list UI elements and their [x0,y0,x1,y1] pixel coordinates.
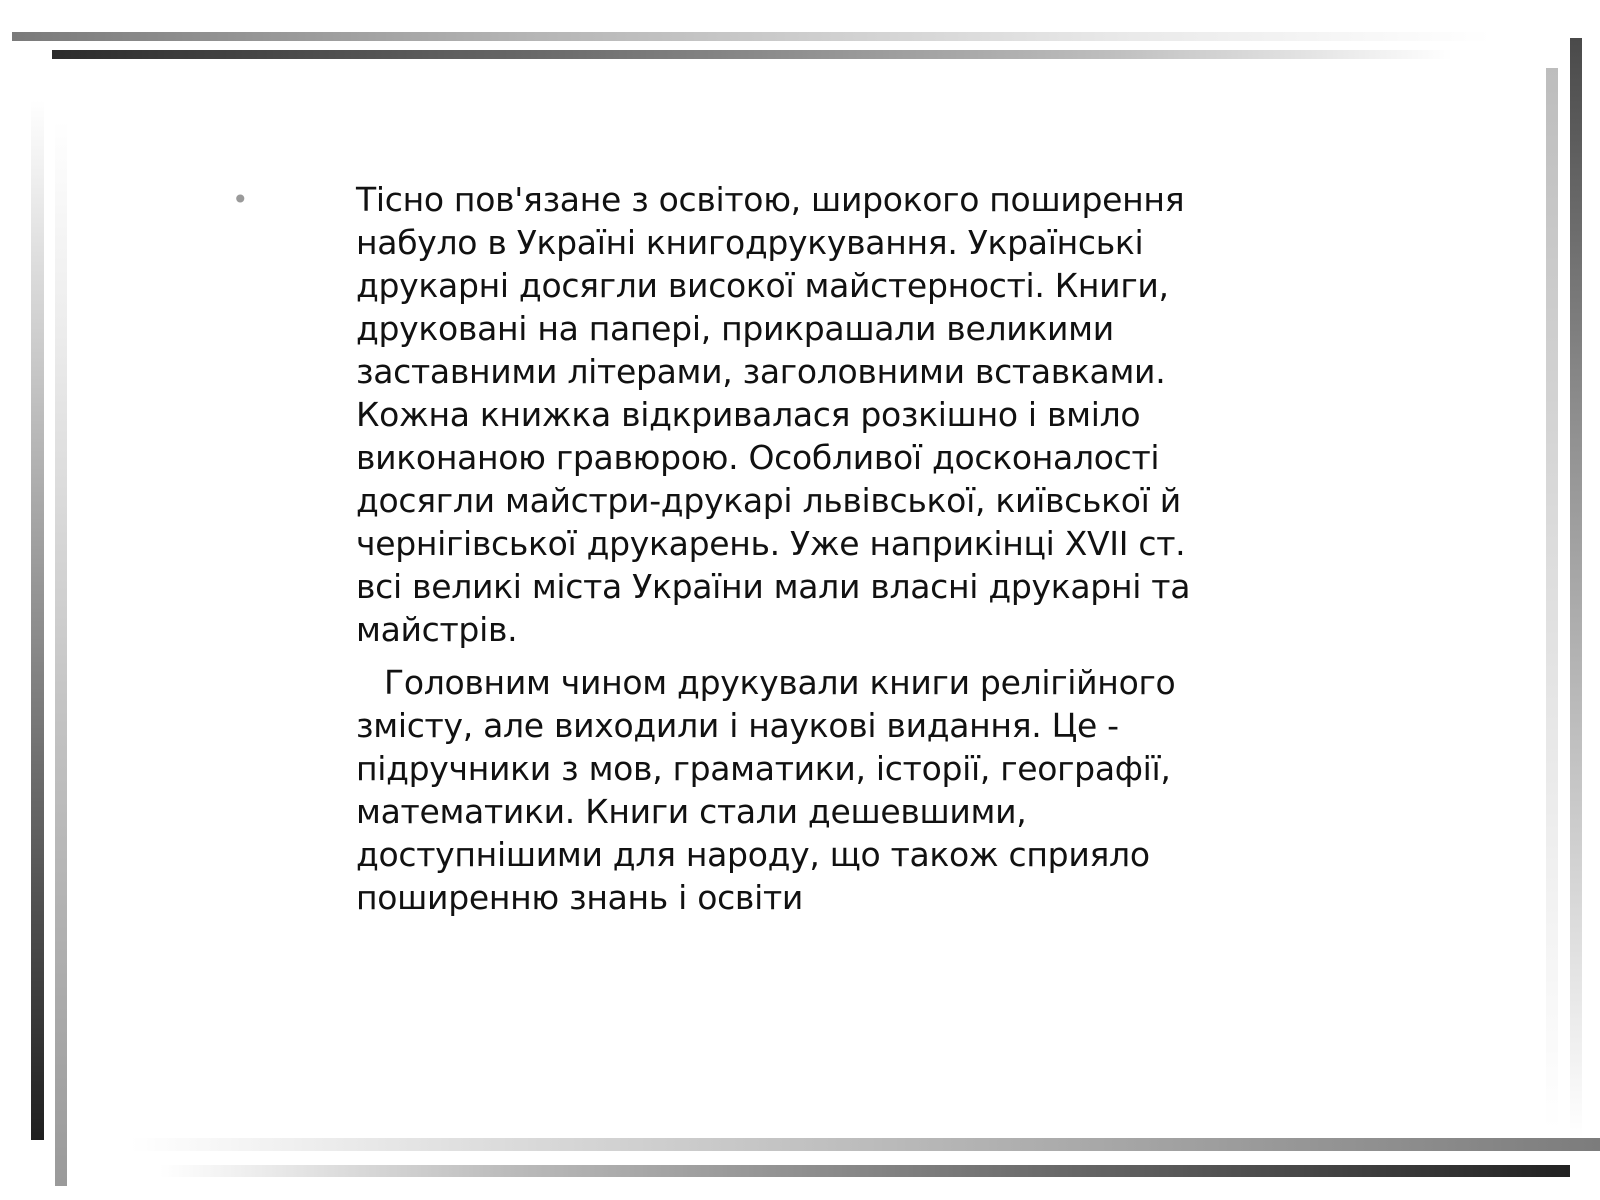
paragraph-1-line: друкарні досягли високої майстерності. Книги, [356,266,1169,305]
paragraph-1-line: чернігівської друкарень. Уже наприкінці XVII ст. [356,524,1186,563]
paragraph-2-line: поширенню знань і освіти [356,878,804,917]
paragraph-1-line: майстрів. [356,610,518,649]
frame-bottom-inner-bar [160,1165,1570,1177]
paragraph-1-line: набуло в Україні книгодрукування. Українські [356,223,1144,262]
paragraph-1-line: заставними літерами, заголовними вставками. [356,352,1166,391]
paragraph-1-line: Кожна книжка відкривалася розкішно і вміло [356,395,1141,434]
frame-top-inner-bar [52,50,1452,59]
paragraph-2-line: доступнішими для народу, що також сприяло [356,835,1150,874]
paragraph-1-line: виконаною гравюрою. Особливої досконалості [356,438,1160,477]
frame-bottom-outer-bar [130,1138,1600,1151]
paragraph-2-line: математики. Книги стали дешевшими, [356,792,1027,831]
frame-left-inner-bar [55,120,67,1186]
paragraph-1 [356,178,1306,651]
bullet-marker: • [232,183,249,216]
text-block [356,178,1306,919]
frame-left-outer-bar [31,100,44,1140]
frame-right-outer-bar [1570,38,1582,1138]
paragraph-2-line: змісту, але виходили і наукові видання. Це - [356,706,1119,745]
paragraph-2-line: підручники з мов, граматики, історії, географії, [356,749,1171,788]
frame-right-inner-bar [1546,68,1558,1130]
paragraph-2 [356,661,1306,919]
paragraph-1-line: Тісно пов'язане з освітою, широкого поширення [356,180,1185,219]
paragraph-2-line: Головним чином друкували книги релігійного [384,663,1176,702]
paragraph-1-line: друковані на папері, прикрашали великими [356,309,1114,348]
paragraph-1-line: всі великі міста України мали власні друкарні та [356,567,1191,606]
frame-top-outer-bar [12,32,1492,41]
paragraph-1-line: досягли майстри-друкарі львівської, київської й [356,481,1181,520]
